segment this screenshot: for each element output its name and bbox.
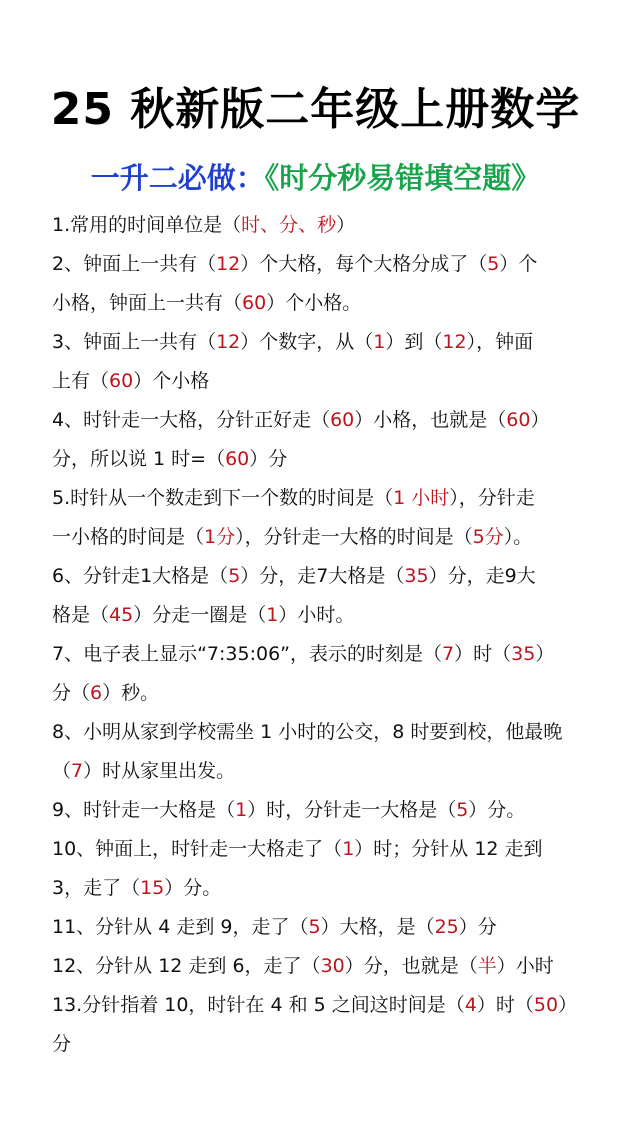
question-line: [52, 284, 597, 323]
question-text: ）个数字，从（: [240, 331, 374, 353]
question-text: ）时；分针从 12 走到: [354, 838, 543, 860]
answer-text: 1: [266, 604, 279, 626]
answer-text: 4: [464, 994, 477, 1016]
answer-text: 1 小时: [393, 487, 450, 509]
question-text: ）小时。: [278, 604, 355, 626]
answer-text: 1: [342, 838, 355, 860]
answer-text: 15: [140, 877, 165, 899]
question-text: 6、分针走1大格是（: [52, 565, 229, 587]
question-text: ）时（: [476, 994, 534, 1016]
page-title: 25 秋新版二年级上册数学: [50, 84, 581, 135]
question-text: ）: [336, 214, 356, 236]
answer-text: 50: [533, 994, 559, 1016]
question-line: [52, 206, 597, 245]
answer-text: 12: [216, 253, 241, 275]
answer-text: 半: [477, 955, 497, 977]
question-text: ），分针走: [449, 487, 535, 509]
answer-text: 6: [90, 682, 103, 704]
answer-text: 45: [109, 604, 134, 626]
answer-text: 60: [109, 370, 134, 392]
answer-text: 12: [442, 331, 467, 353]
answer-text: 7: [442, 643, 455, 665]
question-text: ）时，分针走一大格是（: [247, 799, 457, 821]
question-line: [52, 440, 597, 479]
question-list: [52, 206, 597, 1064]
question-text: 分，所以说 1 时=（: [52, 448, 226, 470]
answer-text: 30: [320, 955, 345, 977]
question-text: 1.常用的时间单位是（: [52, 214, 242, 236]
subtitle-worksheet-name: 《时分秒易错填空题》: [264, 161, 541, 195]
question-text: 8、小明从家到学校需坐 1 小时的公交，8 时要到校，他最晚: [52, 721, 563, 743]
question-text: 12、分针从 12 走到 6，走了（: [52, 955, 321, 977]
answer-text: 5: [487, 253, 500, 275]
question-line: [52, 557, 597, 596]
question-text: 3、钟面上一共有（: [52, 331, 217, 353]
answer-text: 35: [511, 643, 536, 665]
answer-text: 5: [308, 916, 321, 938]
answer-text: 1分: [204, 526, 236, 548]
question-text: 5.时针从一个数走到下一个数的时间是（: [52, 487, 394, 509]
page-subtitle: [0, 158, 631, 198]
question-text: 分（: [52, 682, 91, 704]
question-text: ），钟面: [466, 331, 534, 353]
question-text: ）分，也就是（: [344, 955, 478, 977]
question-line: [52, 401, 597, 440]
question-text: ）个小格: [133, 370, 210, 392]
question-line: [52, 1025, 597, 1064]
question-text: 9、时针走一大格是（: [52, 799, 236, 821]
question-line: [52, 752, 597, 791]
question-text: ）个大格，每个大格分成了（: [240, 253, 488, 275]
question-text: 分: [52, 1033, 72, 1055]
answer-text: 5: [456, 799, 469, 821]
question-text: （: [52, 760, 72, 782]
question-line: [52, 830, 597, 869]
question-text: 4、时针走一大格，分针正好走（: [52, 409, 331, 431]
answer-text: 60: [330, 409, 355, 431]
question-text: ）个小格。: [266, 292, 362, 314]
question-line: [52, 713, 597, 752]
question-line: [52, 518, 597, 557]
answer-text: 25: [434, 916, 459, 938]
answer-text: 60: [506, 409, 531, 431]
question-text: ）分: [458, 916, 497, 938]
answer-text: 5: [228, 565, 241, 587]
answer-text: 12: [216, 331, 241, 353]
question-line: [52, 362, 597, 401]
question-text: ）秒。: [102, 682, 160, 704]
question-text: ）分走一圈是（: [133, 604, 267, 626]
answer-text: 35: [404, 565, 429, 587]
question-text: ）分: [249, 448, 288, 470]
question-text: ）。: [503, 526, 533, 548]
question-line: [52, 479, 597, 518]
answer-text: 1: [373, 331, 386, 353]
question-text: ）: [530, 409, 550, 431]
question-text: ）分。: [164, 877, 222, 899]
answer-text: 时、分、秒: [241, 214, 337, 236]
question-text: 3，走了（: [52, 877, 141, 899]
question-line: [52, 908, 597, 947]
subtitle-prefix: 一升二必做：: [90, 161, 265, 195]
question-text: 11、分针从 4 走到 9，走了（: [52, 916, 309, 938]
question-line: [52, 986, 597, 1025]
question-text: 7、电子表上显示“7:35:06”，表示的时刻是（: [52, 643, 443, 665]
question-line: [52, 323, 597, 362]
question-text: ）时从家里出发。: [83, 760, 236, 782]
question-text: ）分。: [468, 799, 526, 821]
question-text: ）: [535, 643, 555, 665]
question-text: ）个: [499, 253, 538, 275]
answer-text: 1: [235, 799, 248, 821]
question-line: [52, 869, 597, 908]
question-text: 13.分针指着 10，时针在 4 和 5 之间这时间是（: [52, 994, 465, 1016]
question-text: ）: [558, 994, 578, 1016]
question-text: ）分，走7大格是（: [240, 565, 405, 587]
question-text: ）时（: [454, 643, 512, 665]
question-line: [52, 245, 597, 284]
answer-text: 7: [71, 760, 84, 782]
answer-text: 60: [242, 292, 267, 314]
question-text: ）小时: [496, 955, 554, 977]
question-line: [52, 947, 597, 986]
question-text: 一小格的时间是（: [52, 526, 205, 548]
question-line: [52, 596, 597, 635]
question-line: [52, 791, 597, 830]
question-text: 小格，钟面上一共有（: [52, 292, 243, 314]
question-text: 10、钟面上，时针走一大格走了（: [52, 838, 343, 860]
answer-text: 5分: [472, 526, 504, 548]
question-text: ）大格，是（: [320, 916, 435, 938]
answer-text: 60: [225, 448, 250, 470]
question-text: 格是（: [52, 604, 110, 626]
question-text: ）分，走9大: [428, 565, 536, 587]
question-line: [52, 674, 597, 713]
question-line: [52, 635, 597, 674]
question-text: ）到（: [385, 331, 443, 353]
question-text: ）小格，也就是（: [354, 409, 507, 431]
question-text: ），分针走一大格的时间是（: [235, 526, 473, 548]
question-text: 2、钟面上一共有（: [52, 253, 217, 275]
question-text: 上有（: [52, 370, 110, 392]
